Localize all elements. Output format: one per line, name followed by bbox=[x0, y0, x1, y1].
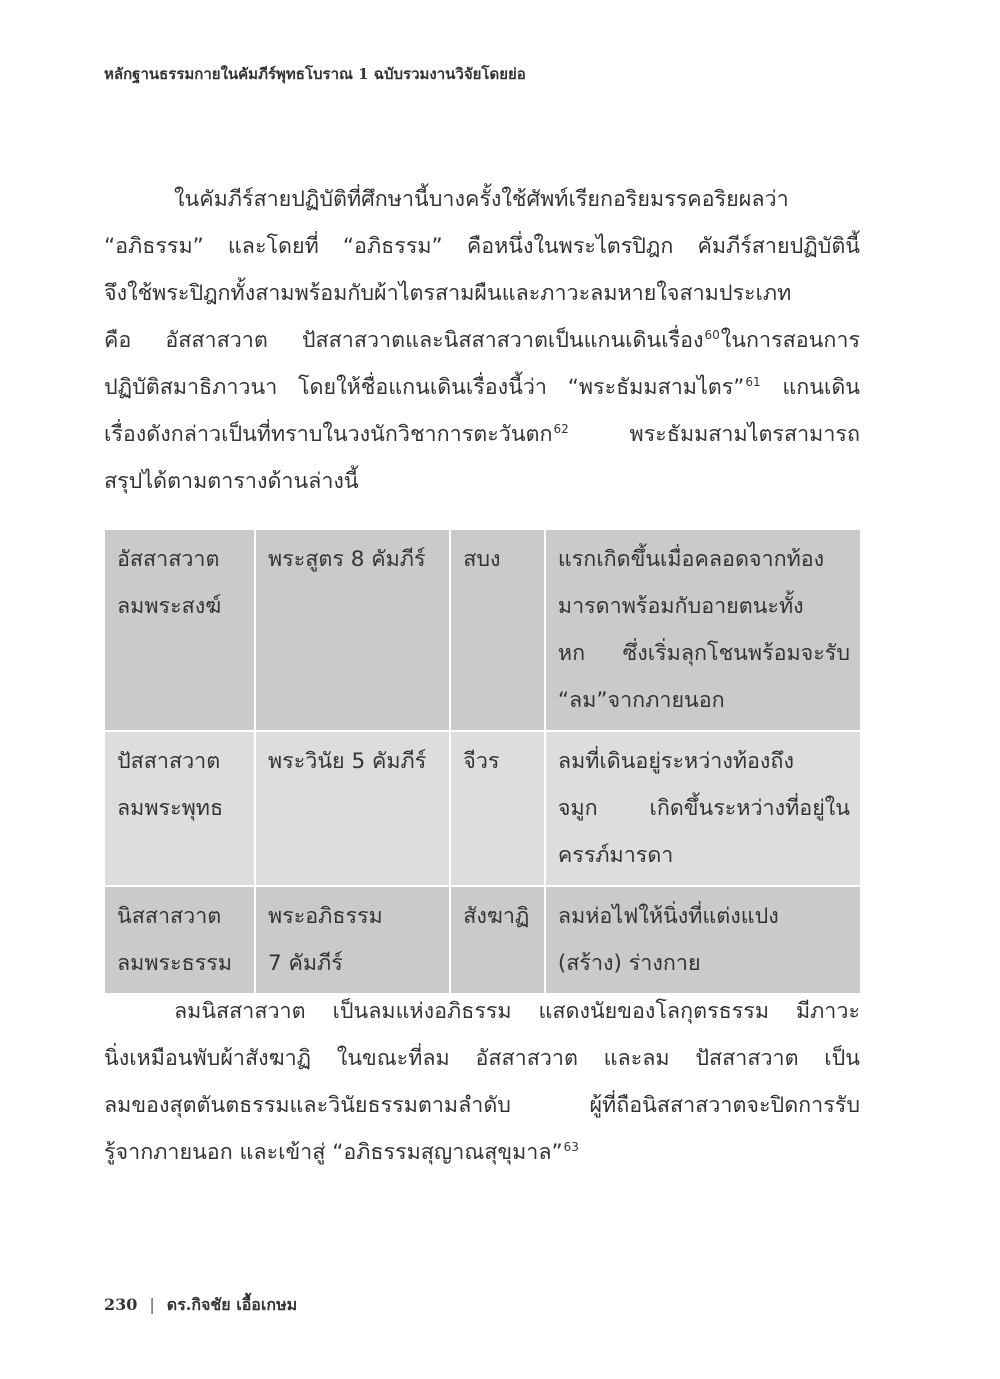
cell-line: ลมพระพุทธ bbox=[117, 796, 224, 821]
running-header: หลักฐานธรรมกายในคัมภีร์พุทธโบราณ 1 ฉบับรวมงานวิจัยโดยย่อ bbox=[104, 65, 526, 83]
footnote-ref: 61 bbox=[745, 374, 761, 389]
cell-line: สังฆาฏิ bbox=[463, 904, 530, 929]
cell-line: อัสสาสวาต bbox=[117, 547, 220, 572]
cell-line: จมูก เกิดขึ้นระหว่างที่อยู่ใน bbox=[557, 796, 850, 821]
paragraph-line bbox=[104, 411, 860, 458]
footnote-ref: 63 bbox=[563, 1139, 579, 1154]
author-name: ดร.กิจชัย เอื้อเกษม bbox=[166, 1295, 298, 1314]
breath-table bbox=[103, 528, 862, 995]
table-row bbox=[104, 731, 861, 886]
scripture-cell bbox=[255, 529, 450, 731]
page-number: 230 bbox=[104, 1295, 138, 1314]
cell-line: มารดาพร้อมกับอายตนะทั้ง bbox=[557, 594, 804, 619]
paragraph-line: สรุปได้ตามตารางด้านล่างนี้ bbox=[104, 469, 359, 494]
body-paragraph-1 bbox=[104, 176, 860, 505]
scripture-cell bbox=[255, 731, 450, 886]
paragraph-line bbox=[104, 1129, 860, 1176]
paragraph-line bbox=[104, 317, 860, 364]
robe-cell bbox=[450, 886, 545, 994]
table-row bbox=[104, 529, 861, 731]
footnote-ref: 60 bbox=[704, 327, 720, 342]
scripture-cell bbox=[255, 886, 450, 994]
cell-line: ครรภ์มารดา bbox=[557, 843, 674, 868]
cell-line: หก ซึ่งเริ่มลุกโชนพร้อมจะรับ bbox=[557, 641, 850, 666]
robe-cell bbox=[450, 529, 545, 731]
cell-line: นิสสาสวาต bbox=[117, 904, 222, 929]
cell-line: ลมพระธรรม bbox=[117, 951, 233, 976]
paragraph-line: ลมของสุตตันตธรรมและวินัยธรรมตามลำดับ ผู้ที่ถือนิสสาสวาตจะปิดการรับ bbox=[104, 1093, 860, 1118]
cell-line: ลมพระสงฆ์ bbox=[117, 594, 222, 619]
cell-line: (สร้าง) ร่างกาย bbox=[557, 951, 701, 976]
body-paragraph-2 bbox=[104, 988, 860, 1176]
cell-line: พระอภิธรรม bbox=[267, 904, 383, 929]
breath-name-cell bbox=[104, 731, 255, 886]
line-segment: รู้จากภายนอก และเข้าสู่ “อภิธรรมสุญาณสุขุมาล” bbox=[104, 1140, 563, 1165]
description-cell bbox=[545, 731, 861, 886]
cell-line: สบง bbox=[463, 547, 501, 572]
cell-line: ลมที่เดินอยู่ระหว่างท้องถึง bbox=[557, 749, 794, 774]
line-segment: เรื่องดังกล่าวเป็นที่ทราบในวงนักวิชาการตะวันตก bbox=[104, 422, 553, 447]
paragraph-line: ในคัมภีร์สายปฏิบัติที่ศึกษานี้บางครั้งใช้ศัพท์เรียกอริยมรรคอริยผลว่า bbox=[174, 187, 789, 212]
breath-name-cell bbox=[104, 529, 255, 731]
paragraph-line bbox=[104, 364, 860, 411]
cell-line: “ลม”จากภายนอก bbox=[557, 688, 725, 713]
footnote-ref: 62 bbox=[553, 421, 569, 436]
paragraph-line: ลมนิสสาสวาต เป็นลมแห่งอภิธรรม แสดงนัยของโลกุตรธรรม มีภาวะ bbox=[174, 999, 860, 1024]
cell-line: 7 คัมภีร์ bbox=[267, 951, 343, 976]
page-footer bbox=[104, 1293, 297, 1318]
line-segment: พระธัมมสามไตรสามารถ bbox=[569, 422, 860, 447]
paragraph-line: นิ่งเหมือนพับผ้าสังฆาฏิ ในขณะที่ลม อัสสาสวาต และลม ปัสสาสวาต เป็น bbox=[104, 1046, 860, 1071]
cell-line: พระวินัย 5 คัมภีร์ bbox=[267, 749, 427, 774]
robe-cell bbox=[450, 731, 545, 886]
line-segment: ปฏิบัติสมาธิภาวนา โดยให้ชื่อแกนเดินเรื่องนี้ว่า “พระธัมมสามไตร” bbox=[104, 375, 745, 400]
table-row bbox=[104, 886, 861, 994]
line-segment: แกนเดิน bbox=[761, 375, 860, 400]
cell-line: จีวร bbox=[463, 749, 500, 774]
cell-line: ปัสสาสวาต bbox=[117, 749, 221, 774]
footer-separator: | bbox=[149, 1295, 155, 1314]
line-segment: ในการสอนการ bbox=[720, 328, 860, 353]
breath-name-cell bbox=[104, 886, 255, 994]
description-cell bbox=[545, 529, 861, 731]
cell-line: ลมห่อไฟให้นิ่งที่แต่งแปง bbox=[557, 904, 779, 929]
paragraph-line: “อภิธรรม” และโดยที่ “อภิธรรม” คือหนึ่งในพระไตรปิฎก คัมภีร์สายปฏิบัตินี้ bbox=[104, 234, 860, 259]
description-cell bbox=[545, 886, 861, 994]
cell-line: แรกเกิดขึ้นเมื่อคลอดจากท้อง bbox=[557, 547, 825, 572]
line-segment: คือ อัสสาสวาต ปัสสาสวาตและนิสสาสวาตเป็นแกนเดินเรื่อง bbox=[104, 328, 704, 353]
cell-line: พระสูตร 8 คัมภีร์ bbox=[267, 547, 426, 572]
paragraph-line: จึงใช้พระปิฎกทั้งสามพร้อมกับผ้าไตรสามผืนและภาวะลมหายใจสามประเภท bbox=[104, 281, 792, 306]
